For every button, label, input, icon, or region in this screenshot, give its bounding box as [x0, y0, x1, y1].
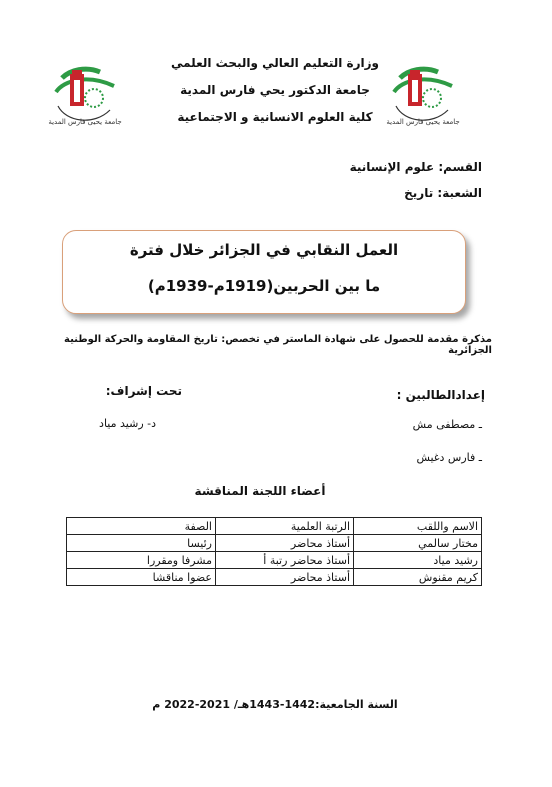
table-row: [67, 552, 482, 569]
member-name: رشيد مياد: [354, 552, 482, 569]
table-row: [67, 569, 482, 586]
member-rank: أستاذ محاضر: [216, 535, 354, 552]
member-rank: أستاذ محاضر رتبة أ: [216, 552, 354, 569]
institution-header: [150, 50, 400, 131]
thesis-title-line2: ما بين الحربين(1919م-1939م): [147, 277, 381, 295]
header-name: الاسم واللقب: [354, 518, 482, 535]
memo-statement: مذكرة مقدمة للحصول على شهادة الماستر في تخصص: تاريخ المقاومة والحركة الوطنية الجزائرية: [64, 334, 492, 356]
university-logo-right: [386, 58, 460, 132]
member-role: عضوا مناقشا: [67, 569, 216, 586]
table-row: [67, 535, 482, 552]
faculty-name: كلية العلوم الانسانية و الاجتماعية: [177, 110, 373, 124]
university-name: جامعة الدكتور يحي فارس المدية: [180, 83, 370, 97]
thesis-title-line1: العمل النقابي في الجزائر خلال فترة: [129, 241, 399, 259]
header-rank: الرتبة العلمية: [216, 518, 354, 535]
student-name-2: ـ فارس دغيش: [416, 451, 482, 464]
student-name-1: ـ مصطفى مش: [412, 418, 482, 431]
member-role: مشرفا ومقررا: [67, 552, 216, 569]
member-rank: أستاذ محاضر: [216, 569, 354, 586]
students-label: إعدادالطالبين :: [396, 388, 485, 402]
logo-caption: جامعة يحيى فارس المدية: [386, 118, 460, 126]
header-role: الصفة: [67, 518, 216, 535]
supervisor-label: تحت إشراف:: [105, 384, 182, 398]
member-name: مختار سالمي: [354, 535, 482, 552]
ministry-name: وزارة التعليم العالي والبحث العلمي: [170, 56, 380, 70]
committee-title: أعضاء اللجنة المناقشة: [194, 484, 326, 498]
thesis-title-box: [62, 230, 466, 314]
academic-year: السنة الجامعية:1442-1443هـ/ 2021-2022 م: [152, 698, 398, 711]
department-label: القسم: علوم الإنسانية: [349, 160, 482, 174]
member-role: رئيسا: [67, 535, 216, 552]
table-header-row: [67, 518, 482, 535]
member-name: كريم مقنوش: [354, 569, 482, 586]
logo-caption: جامعة يحيى فارس المدية: [48, 118, 122, 126]
university-logo-left: [48, 58, 122, 132]
committee-table: [66, 517, 482, 586]
supervisor-name: د- رشيد مياد: [99, 417, 156, 430]
branch-label: الشعبة: تاريخ: [404, 186, 482, 200]
